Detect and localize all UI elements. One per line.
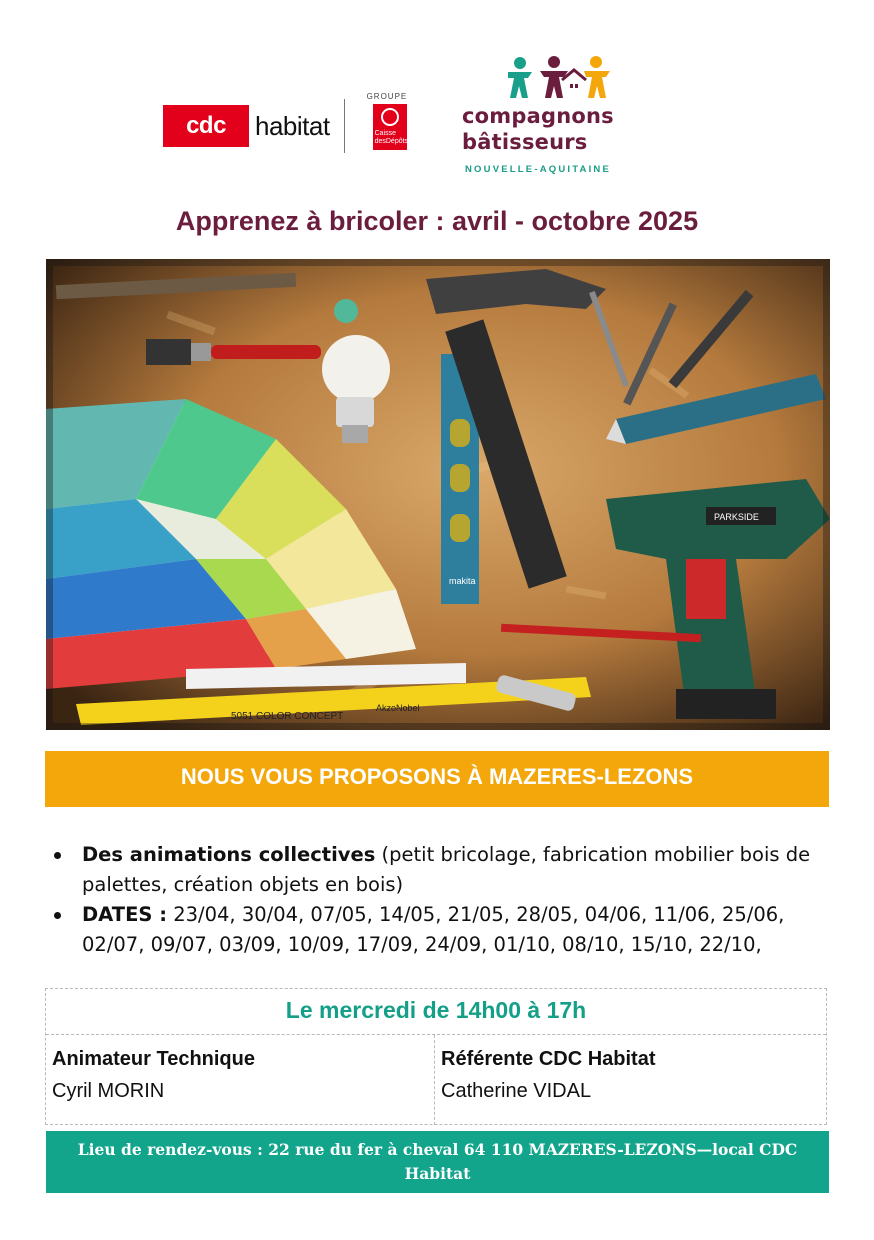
groupe-line1: Caisse [374,130,396,137]
ruler-text: 5051 COLOR CONCEPT [231,711,344,722]
ruler-brand: AkzoNobel [376,703,420,713]
proposal-banner: NOUS VOUS PROPOSONS À MAZERES-LEZONS [45,751,829,807]
page-title: Apprenez à bricoler : avril - octobre 2025 [175,206,699,236]
schedule-heading: Le mercredi de 14h00 à 17h [46,989,826,1035]
contact-cell-technician [46,1035,435,1125]
groupe-label: GROUPE [366,92,408,101]
cb-line1: compagnons [462,104,614,128]
caisse-des-depots-logo [359,92,413,156]
bullet-icon [54,852,61,859]
cdc-habitat-word: habitat [255,110,330,141]
groupe-line2: desDépôts [374,138,409,145]
compagnons-batisseurs-logo [462,54,662,184]
drill-brand: PARKSIDE [714,512,759,522]
tape-roll [334,299,358,323]
meeting-place: Lieu de rendez-vous : 22 rue du fer à cheval 64 110 MAZERES-LEZONS—local CDC Habitat [46,1131,829,1193]
contact-name: Cyril MORIN [52,1080,165,1102]
people-icon [498,54,628,102]
bullet-icon [54,912,61,919]
seal-icon [381,108,399,126]
caisse-des-depots-box [373,104,407,150]
cb-region: NOUVELLE-AQUITAINE [465,164,612,175]
contact-label: Référente CDC Habitat [441,1048,656,1070]
bullet-bold: Des animations collectives [82,843,376,866]
header-logos [0,52,874,182]
contact-label: Animateur Technique [52,1048,255,1070]
contact-cell-referent [435,1035,826,1125]
cdc-habitat-logo [163,92,413,156]
activity-list [52,840,832,960]
cb-line2: bâtisseurs [462,130,588,154]
logo-divider [344,99,345,153]
contact-name: Catherine VIDAL [441,1080,592,1102]
bullet-text: (petit bricolage, fabrication mobilier bois de palettes, création objets en bois) [82,843,811,896]
list-item [52,840,832,900]
list-item [52,900,832,960]
cdc-red-block: cdc [163,105,249,147]
level-brand: makita [449,576,476,586]
tools-photo [46,259,830,730]
info-table [45,988,827,1125]
bullet-text: 23/04, 30/04, 07/05, 14/05, 21/05, 28/05, 04/06, 11/06, 25/06, 02/07, 09/07, 03/09, 10/09, 17/09, 24/09, 01/10, 08/10, 15/10, 22/10, [82,903,785,956]
bullet-bold: DATES : [82,903,168,926]
